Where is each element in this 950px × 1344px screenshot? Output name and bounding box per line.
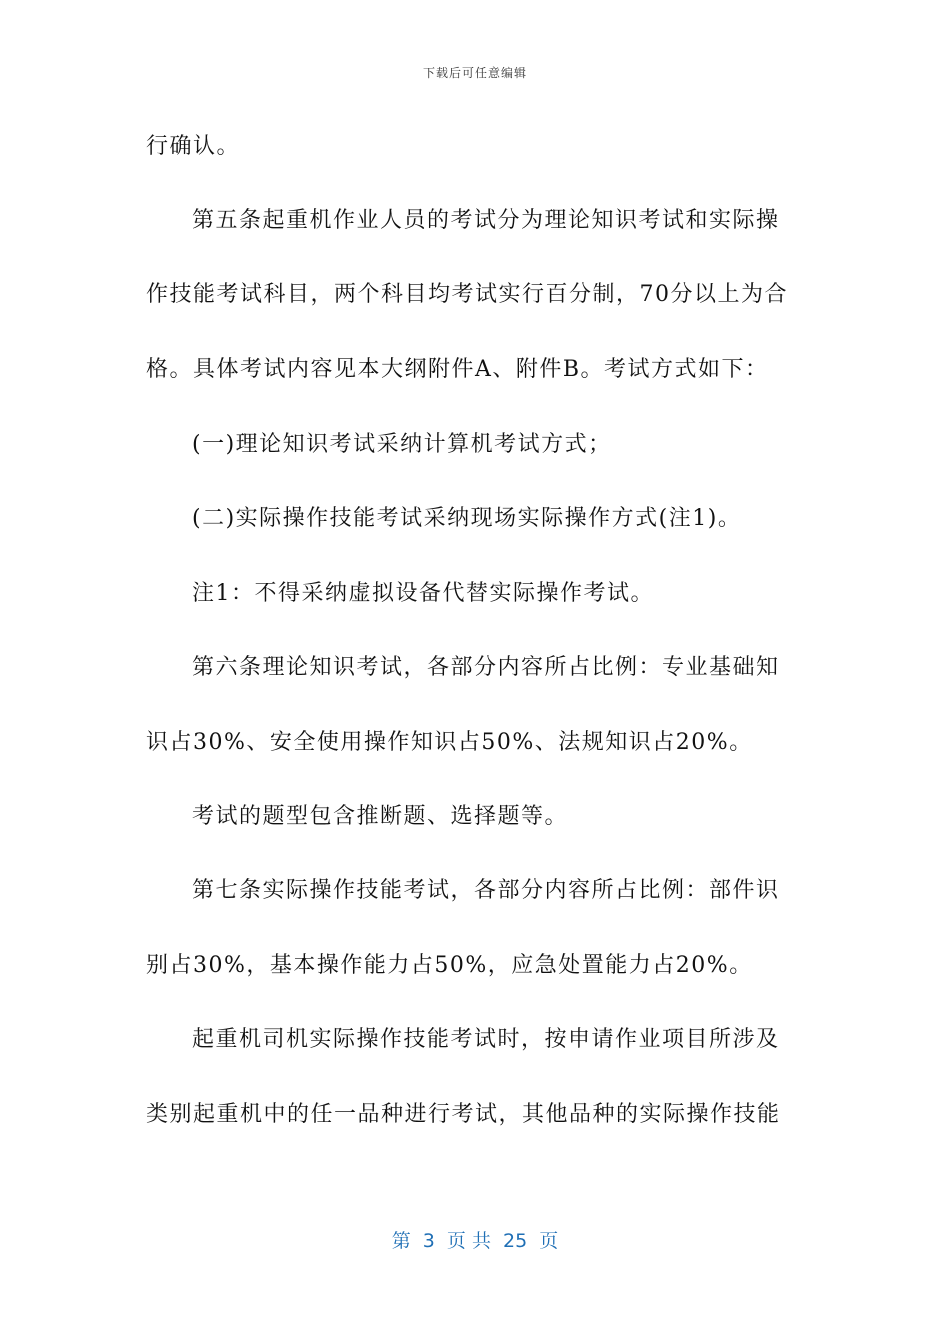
paragraph-line: 注1：不得采纳虚拟设备代替实际操作考试。	[192, 581, 654, 606]
paragraph-line: 别占30%，基本操作能力占50%，应急处置能力占20%。	[146, 953, 753, 978]
paragraph-line: (二)实际操作技能考试采纳现场实际操作方式(注1)。	[192, 506, 742, 531]
paragraph-line: (一)理论知识考试采纳计算机考试方式；	[192, 432, 612, 457]
paragraph-line: 格。具体考试内容见本大纲附件A、附件B。考试方式如下：	[146, 357, 769, 382]
paragraph-line: 类别起重机中的任一品种进行考试，其他品种的实际操作技能	[146, 1102, 781, 1127]
page-header: 下载后可任意编辑	[422, 66, 527, 80]
paragraph-line: 第五条起重机作业人员的考试分为理论知识考试和实际操	[192, 208, 780, 233]
paragraph-line: 识占30%、安全使用操作知识占50%、法规知识占20%。	[146, 730, 753, 755]
paragraph-line: 起重机司机实际操作技能考试时，按申请作业项目所涉及	[192, 1027, 780, 1052]
paragraph-line: 考试的题型包含推断题、选择题等。	[192, 804, 569, 829]
paragraph-line: 第七条实际操作技能考试，各部分内容所占比例：部件识	[192, 878, 780, 903]
paragraph-line: 行确认。	[146, 134, 241, 159]
paragraph-line: 第六条理论知识考试，各部分内容所占比例：专业基础知	[192, 655, 780, 680]
page-footer: 第 3 页 共 25 页	[391, 1230, 559, 1252]
paragraph-line: 作技能考试科目，两个科目均考试实行百分制，70分以上为合	[146, 282, 788, 307]
